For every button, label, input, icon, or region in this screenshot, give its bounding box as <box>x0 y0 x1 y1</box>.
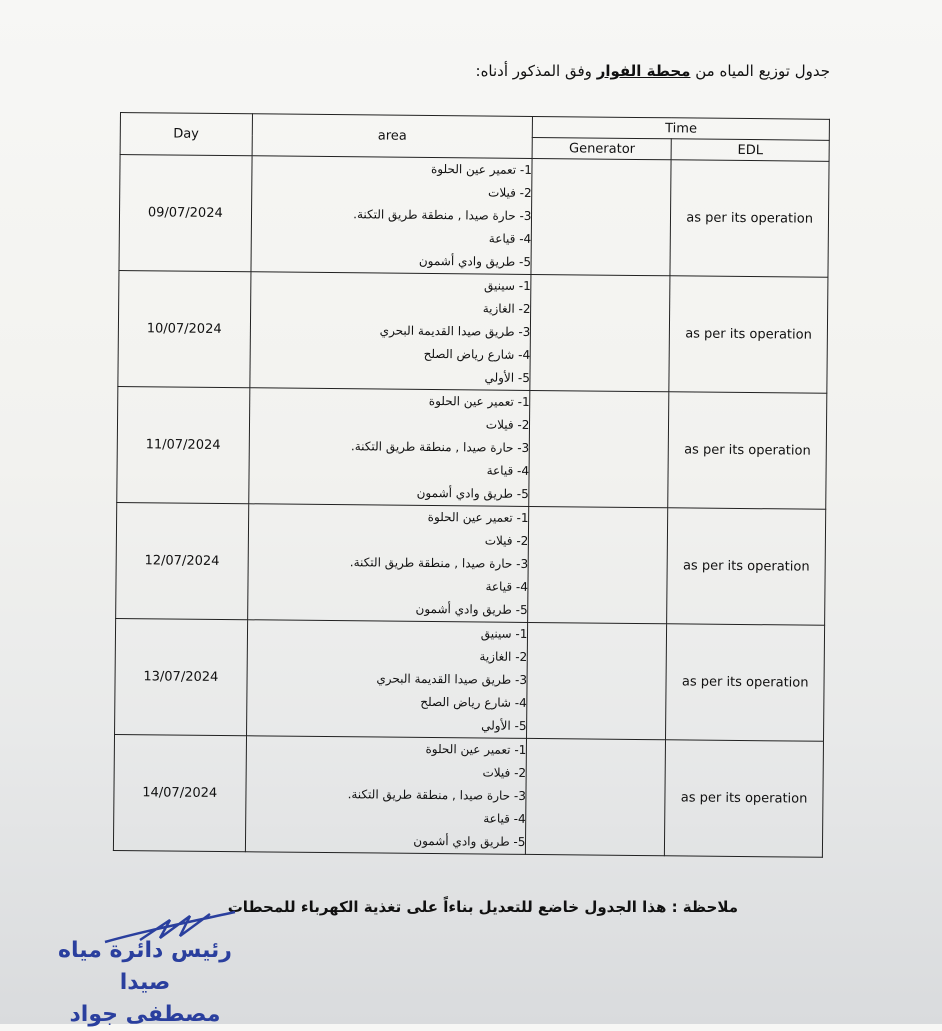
header-day: Day <box>120 113 252 156</box>
header-time: Time <box>533 116 830 140</box>
area-item: 2- الغازية <box>482 301 531 316</box>
area-cell <box>249 272 531 391</box>
area-item: 5- الأولي <box>484 370 530 385</box>
area-item: 5- طريق وادي أشمون <box>415 601 528 617</box>
area-cell <box>248 388 530 507</box>
generator-cell <box>528 506 668 623</box>
table-row <box>118 270 828 393</box>
area-item: 3- طريق صيدا القديمة البحري <box>379 323 531 339</box>
area-item: 3- حارة صيدا , منطقة طريق التكنة. <box>350 439 530 455</box>
title-prefix: جدول توزيع المياه من <box>695 62 830 80</box>
area-item: 3- حارة صيدا , منطقة طريق التكنة. <box>353 207 532 223</box>
area-item: 1- تعمير عين الحلوة <box>425 741 527 757</box>
header-edl: EDL <box>671 139 829 162</box>
area-cell <box>246 620 528 739</box>
title-station: محطة الفوار <box>596 62 691 80</box>
day-cell: 10/07/2024 <box>118 270 251 387</box>
area-item: 1- سينيق <box>484 278 531 293</box>
area-item: 4- قياعة <box>486 463 530 478</box>
area-item: 1- تعمير عين الحلوة <box>428 393 530 409</box>
area-item: 5- طريق وادي أشمون <box>418 253 532 269</box>
area-item: 3- حارة صيدا , منطقة طريق التكنة. <box>347 787 526 803</box>
header-generator: Generator <box>533 137 672 159</box>
table-row <box>116 502 826 625</box>
day-cell: 09/07/2024 <box>119 155 252 272</box>
area-item: 4- قياعة <box>488 231 532 246</box>
area-item: 4- قياعة <box>485 579 528 594</box>
area-cell <box>251 156 533 275</box>
edl-cell: as per its operation <box>670 160 829 278</box>
day-cell: 13/07/2024 <box>115 618 248 735</box>
area-item: 5- الأولي <box>481 718 527 733</box>
area-item: 4- قياعة <box>483 811 526 826</box>
area-item: 1- سينيق <box>480 626 528 641</box>
area-item: 5- طريق وادي أشمون <box>416 485 529 501</box>
area-item: 4- شارع رياض الصلح <box>420 694 527 710</box>
edl-cell: as per its operation <box>668 392 827 510</box>
area-cell <box>247 504 529 623</box>
area-cell <box>245 736 527 855</box>
table-row <box>117 386 827 509</box>
area-item: 3- حارة صيدا , منطقة طريق التكنة. <box>349 555 529 571</box>
note-text: ملاحظة : هذا الجدول خاضع للتعديل بناءاً على تغذية الكهرباء للمحطات <box>227 898 738 916</box>
area-item: 1- تعمير عين الحلوة <box>430 161 532 177</box>
signature-line2: مصطفى جواد <box>69 1002 221 1027</box>
title-suffix: وفق المذكور أدناه: <box>475 62 592 80</box>
document-title <box>420 62 830 80</box>
edl-cell: as per its operation <box>667 508 826 626</box>
signature-line1: رئيس دائرة مياه صيدا <box>58 938 232 995</box>
generator-cell <box>530 274 670 391</box>
day-cell: 12/07/2024 <box>116 502 249 619</box>
edl-cell: as per its operation <box>665 740 824 858</box>
generator-cell <box>527 622 667 739</box>
area-item: 2- فيلات <box>482 765 527 780</box>
area-item: 1- تعمير عين الحلوة <box>427 509 529 525</box>
edl-cell: as per its operation <box>669 276 828 394</box>
table-row <box>113 734 823 857</box>
table-row <box>119 155 829 278</box>
area-item: 3- طريق صيدا القديمة البحري <box>376 671 528 687</box>
area-item: 2- فيلات <box>488 185 532 200</box>
area-item: 2- فيلات <box>484 533 529 548</box>
generator-cell <box>531 158 671 275</box>
area-item: 5- طريق وادي أشمون <box>413 833 526 849</box>
area-item: 4- شارع رياض الصلح <box>423 346 531 362</box>
schedule-table <box>113 112 830 858</box>
area-item: 2- فيلات <box>485 417 530 432</box>
area-item: 2- الغازية <box>479 649 528 664</box>
signature-block <box>40 935 250 1031</box>
header-area: area <box>252 114 533 159</box>
day-cell: 14/07/2024 <box>113 734 246 851</box>
generator-cell <box>529 390 669 507</box>
edl-cell: as per its operation <box>666 624 825 742</box>
table-row <box>115 618 825 741</box>
day-cell: 11/07/2024 <box>117 386 250 503</box>
generator-cell <box>526 738 666 855</box>
